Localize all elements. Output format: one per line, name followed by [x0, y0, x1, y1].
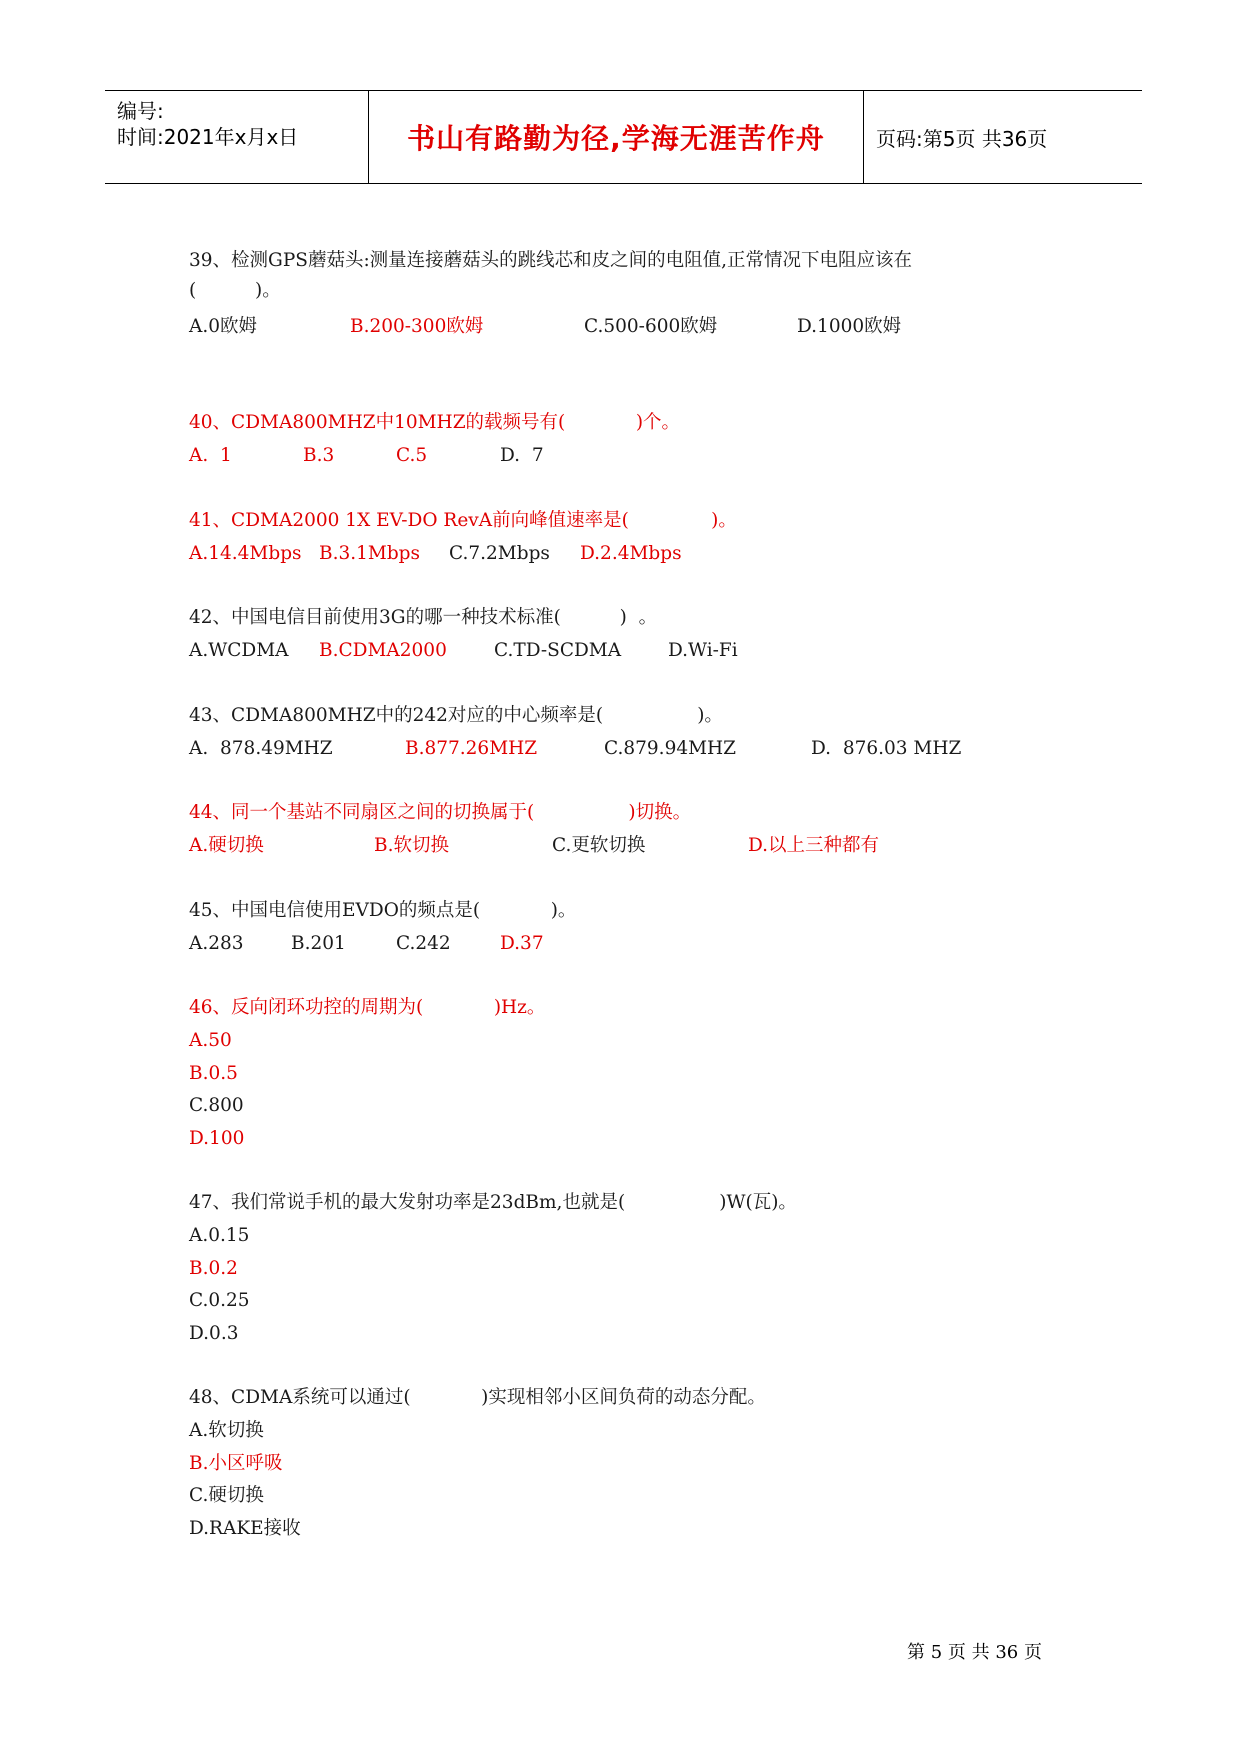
question-43-stem: 43、CDMA800MHZ中的242对应的中心频率是( )。: [189, 705, 723, 726]
question-39-stem-continued: ( )。: [189, 280, 281, 301]
q39-option-b: B.200-300欧姆: [350, 316, 484, 337]
question-39-stem: 39、检测GPS蘑菇头:测量连接蘑菇头的跳线芯和皮之间的电阻值,正常情况下电阻应该在: [189, 250, 913, 271]
page-footer: 第 5 页 共 36 页: [907, 1642, 1042, 1663]
q46-option-c: C.800: [189, 1095, 244, 1116]
question-44-stem: 44、同一个基站不同扇区之间的切换属于( )切换。: [189, 802, 692, 823]
q42-option-c: C.TD-SCDMA: [494, 640, 622, 661]
q42-option-d: D.Wi-Fi: [668, 640, 738, 661]
q47-option-b: B.0.2: [189, 1258, 238, 1279]
document-number-label: 编号:: [117, 99, 164, 123]
q43-option-a: A. 878.49MHZ: [189, 738, 333, 759]
q43-option-d: D. 876.03 MHZ: [811, 738, 962, 759]
q40-option-d: D. 7: [500, 445, 544, 466]
q39-option-c: C.500-600欧姆: [584, 316, 718, 337]
q48-option-c: C.硬切换: [189, 1485, 264, 1506]
q45-option-b: B.201: [291, 933, 346, 954]
q42-option-a: A.WCDMA: [189, 640, 289, 661]
page-header: [105, 90, 1142, 184]
question-40-stem: 40、CDMA800MHZ中10MHZ的载频号有( )个。: [189, 412, 681, 433]
header-motto-cell: [369, 91, 864, 183]
q48-option-a: A.软切换: [189, 1420, 264, 1441]
question-46-stem: 46、反向闭环功控的周期为( )Hz。: [189, 997, 546, 1018]
q47-option-c: C.0.25: [189, 1290, 250, 1311]
header-page-info: 页码:第5页 共36页: [876, 126, 1048, 151]
q48-option-b: B.小区呼吸: [189, 1453, 283, 1474]
q41-option-d: D.2.4Mbps: [580, 543, 682, 564]
q41-option-b: B.3.1Mbps: [319, 543, 421, 564]
q44-option-d: D.以上三种都有: [748, 835, 880, 856]
header-meta-cell: [105, 91, 369, 183]
q41-option-a: A.14.4Mbps: [189, 543, 302, 564]
q45-option-a: A.283: [189, 933, 244, 954]
header-page-cell: [864, 91, 1142, 183]
question-41-stem: 41、CDMA2000 1X EV-DO RevA前向峰值速率是( )。: [189, 510, 737, 531]
q44-option-a: A.硬切换: [189, 835, 264, 856]
q39-option-d: D.1000欧姆: [797, 316, 902, 337]
question-45-stem: 45、中国电信使用EVDO的频点是( )。: [189, 900, 577, 921]
q44-option-c: C.更软切换: [552, 835, 646, 856]
q47-option-d: D.0.3: [189, 1323, 239, 1344]
q46-option-d: D.100: [189, 1128, 245, 1149]
question-42-stem: 42、中国电信目前使用3G的哪一种技术标准( ) 。: [189, 607, 658, 628]
q45-option-d: D.37: [500, 933, 544, 954]
q46-option-a: A.50: [189, 1030, 232, 1051]
q48-option-d: D.RAKE接收: [189, 1518, 301, 1539]
q45-option-c: C.242: [396, 933, 451, 954]
q40-option-c: C.5: [396, 445, 428, 466]
q44-option-b: B.软切换: [374, 835, 449, 856]
header-motto: 书山有路勤为径,学海无涯苦作舟: [407, 122, 825, 155]
q42-option-b: B.CDMA2000: [319, 640, 447, 661]
q40-option-a: A. 1: [189, 445, 232, 466]
q43-option-b: B.877.26MHZ: [405, 738, 538, 759]
question-48-stem: 48、CDMA系统可以通过( )实现相邻小区间负荷的动态分配。: [189, 1387, 766, 1408]
q40-option-b: B.3: [303, 445, 335, 466]
q41-option-c: C.7.2Mbps: [449, 543, 550, 564]
q47-option-a: A.0.15: [189, 1225, 250, 1246]
question-47-stem: 47、我们常说手机的最大发射功率是23dBm,也就是( )W(瓦)。: [189, 1192, 797, 1213]
q43-option-c: C.879.94MHZ: [604, 738, 737, 759]
q46-option-b: B.0.5: [189, 1063, 238, 1084]
document-time-label: 时间:2021年x月x日: [117, 125, 299, 149]
q39-option-a: A.0欧姆: [189, 316, 258, 337]
